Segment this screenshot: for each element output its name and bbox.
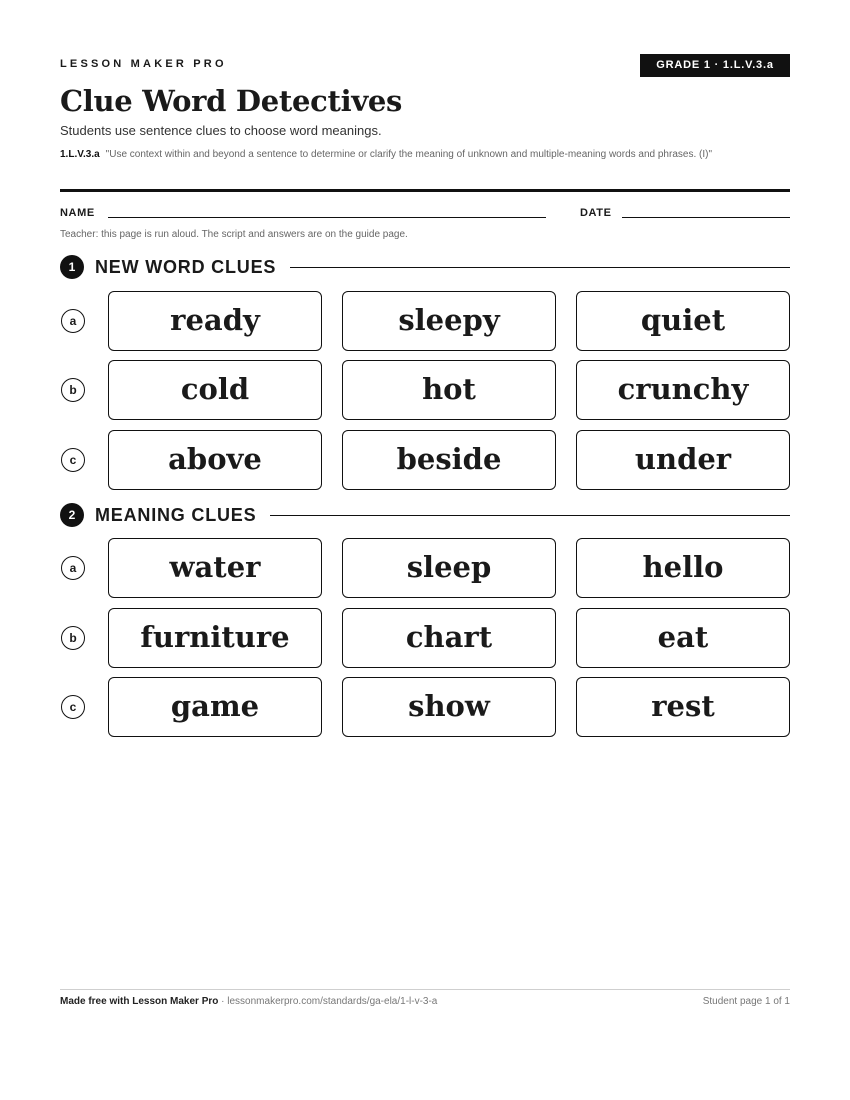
standard-description — [60, 148, 795, 161]
teacher-note: Teacher: this page is run aloud. The script and answers are on the guide page. — [60, 229, 408, 240]
word-card: hello — [576, 538, 790, 598]
word-card: furniture — [108, 608, 322, 668]
row-letter: c — [61, 695, 85, 719]
standard-text: "Use context within and beyond a sentence to determine or clarify the meaning of unknown and multiple-meaning words and phrases. (I)" — [105, 149, 712, 160]
footer-credit — [60, 996, 437, 1007]
word-card: sleep — [342, 538, 556, 598]
grade-badge: GRADE 1 · 1.L.V.3.a — [640, 54, 790, 77]
header-divider — [60, 189, 790, 192]
name-label: NAME — [60, 207, 95, 219]
section-1-row-a — [60, 291, 790, 351]
section-2-row-c — [60, 677, 790, 737]
footer-url: · lessonmakerpro.com/standards/ga-ela/1-l-v-3-a — [218, 996, 438, 1007]
word-card: eat — [576, 608, 790, 668]
section-1-header — [60, 255, 790, 279]
section-divider — [290, 267, 790, 268]
row-letter: a — [61, 309, 85, 333]
word-card: crunchy — [576, 360, 790, 420]
word-card: show — [342, 677, 556, 737]
section-number: 2 — [60, 503, 84, 527]
word-card: above — [108, 430, 322, 490]
section-2-row-b — [60, 608, 790, 668]
word-card: rest — [576, 677, 790, 737]
row-letter: c — [61, 448, 85, 472]
section-1-row-c — [60, 430, 790, 490]
footer-page-number: Student page 1 of 1 — [702, 996, 790, 1007]
word-card: chart — [342, 608, 556, 668]
name-field-line[interactable] — [108, 217, 546, 218]
section-2-header — [60, 503, 790, 527]
row-letter: b — [61, 378, 85, 402]
section-title: NEW WORD CLUES — [95, 256, 277, 277]
word-card: cold — [108, 360, 322, 420]
section-1-row-b — [60, 360, 790, 420]
section-divider — [270, 515, 790, 516]
page-title: Clue Word Detectives — [60, 84, 403, 118]
page-subtitle: Students use sentence clues to choose word meanings. — [60, 123, 382, 138]
footer-made-with: Made free with Lesson Maker Pro — [60, 996, 219, 1007]
date-label: DATE — [580, 207, 612, 219]
word-card: under — [576, 430, 790, 490]
row-letter: a — [61, 556, 85, 580]
date-field-line[interactable] — [622, 217, 790, 218]
word-card: sleepy — [342, 291, 556, 351]
standard-code: 1.L.V.3.a — [60, 149, 100, 160]
word-card: water — [108, 538, 322, 598]
row-letter: b — [61, 626, 85, 650]
footer-divider — [60, 989, 790, 990]
word-card: game — [108, 677, 322, 737]
section-2-row-a — [60, 538, 790, 598]
word-card: hot — [342, 360, 556, 420]
brand-name: LESSON MAKER PRO — [60, 58, 227, 70]
word-card: quiet — [576, 291, 790, 351]
word-card: ready — [108, 291, 322, 351]
section-number: 1 — [60, 255, 84, 279]
section-title: MEANING CLUES — [95, 504, 257, 525]
word-card: beside — [342, 430, 556, 490]
